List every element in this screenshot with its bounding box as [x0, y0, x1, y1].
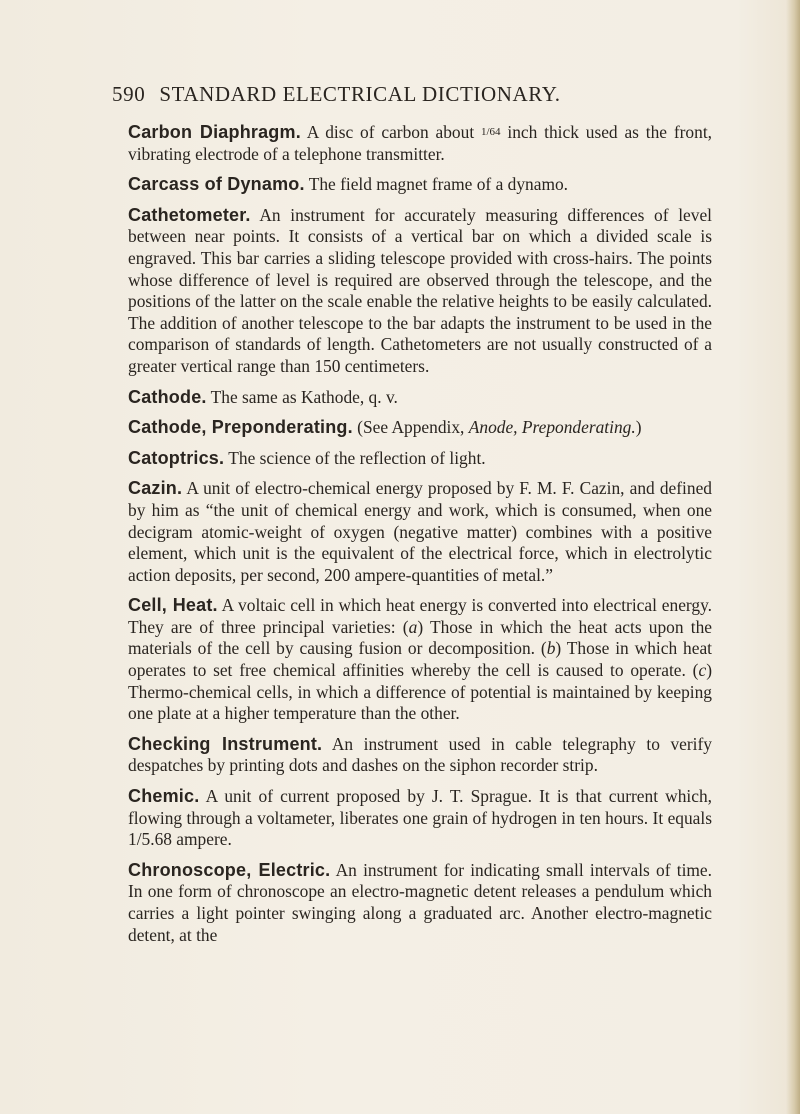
- entry-text: A unit of electro-chemical energy proposed by F. M. F. Cazin, and defined by him as “the unit of chemical energy and work, which is consumed, when one decigram atomic-weight of oxygen (negative matter) combines with a positive element, which unit is the equivalent of the electrical force, which in electrolytic action deposits, per second, 200 ampere-quantities of metal.”: [128, 478, 712, 585]
- entry-text: An instrument used in cable telegraphy to verify despatches by printing dots and dashes on the siphon recorder strip.: [128, 733, 712, 776]
- entry-term: Cazin.: [128, 478, 183, 499]
- entry-term: Carcass of Dynamo.: [128, 174, 305, 195]
- entry-cazin: [128, 478, 712, 586]
- entry-chronoscope-electric: [128, 860, 712, 946]
- entry-text: ) Those in which heat operates to set free chemical affinities whereby the cell is caused to operate. (: [128, 638, 713, 681]
- entry-text: An instrument for accurately measuring differences of level between near points. It consists of a vertical bar on which a divided scale is engraved. This bar carries a sliding telescope provided with cross-hairs. The points whose difference of level is required are observed through the telescope, and the positions of the latter on the scale enable the relative heights to be easily calculated. The addition of another telescope to the bar adapts the instrument to be used in the comparison of standards of length. Cathetometers are not usually constructed of a greater vertical range than 150 centimeters.: [128, 204, 712, 376]
- entry-chemic: [128, 786, 712, 851]
- cross-reference: Anode, Preponderating.: [468, 417, 636, 438]
- entry-text: An instrument for indicating small intervals of time. In one form of chronoscope an electro-magnetic detent releases a pendulum which carries a light pointer swinging along a graduated arc. Another electro-magnetic detent, at the: [128, 859, 713, 945]
- entry-text: The science of the reflection of light.: [224, 447, 486, 468]
- entry-text: A disc of carbon about: [300, 122, 481, 142]
- page-body: [128, 122, 712, 955]
- running-header: [112, 82, 712, 107]
- entry-term: Cathode.: [128, 386, 207, 407]
- list-marker: a: [408, 616, 418, 637]
- entry-text: The same as Kathode, q. v.: [206, 386, 398, 407]
- entry-text: A unit of current proposed by J. T. Sprague. It is that current which, flowing through a voltameter, liberates one grain of hydrogen in ten hours. It equals 1/5.68 ampere.: [128, 786, 712, 850]
- entry-term: Chemic.: [128, 786, 200, 807]
- list-marker: c: [698, 660, 707, 681]
- entry-term: Catoptrics.: [128, 447, 225, 468]
- entry-text: The field magnet frame of a dynamo.: [304, 174, 569, 195]
- entry-cathode-preponderating: [128, 417, 712, 439]
- entry-catoptrics: [128, 448, 712, 470]
- entry-text: inch thick used as the front, vibrating electrode of a telephone transmitter.: [128, 122, 713, 164]
- entry-cathetometer: [128, 205, 712, 378]
- entry-term: Cathetometer.: [128, 204, 251, 225]
- fraction: 1/64: [480, 126, 501, 138]
- list-marker: b: [546, 638, 556, 659]
- entry-term: Chronoscope, Electric.: [128, 859, 331, 880]
- entry-checking-instrument: [128, 734, 712, 777]
- entry-term: Cathode, Preponderating.: [128, 417, 353, 438]
- entry-term: Cell, Heat.: [128, 595, 218, 616]
- entry-text: ): [635, 417, 642, 438]
- entry-text: (See Appendix,: [352, 417, 469, 438]
- page-number: 590: [112, 82, 146, 106]
- entry-carcass-of-dynamo: [128, 174, 712, 196]
- entry-text: ) Thermo-chemical cells, in which a difference of potential is maintained by keeping one plate at a higher temperature than the other.: [128, 660, 712, 724]
- running-title: STANDARD ELECTRICAL DICTIONARY.: [159, 82, 561, 106]
- entry-carbon-diaphragm: [128, 122, 712, 165]
- entry-term: Checking Instrument.: [128, 733, 323, 754]
- entry-term: Carbon Diaphragm.: [128, 122, 301, 142]
- entry-cathode: [128, 387, 712, 409]
- entry-text: ) Those in which the heat acts upon the materials of the cell by causing fusion or decomposition. (: [128, 616, 712, 659]
- page-edge: [786, 0, 800, 1114]
- entry-cell-heat: [128, 595, 712, 725]
- entry-text: A voltaic cell in which heat energy is converted into electrical energy. They are of three principal varieties: (: [128, 595, 713, 637]
